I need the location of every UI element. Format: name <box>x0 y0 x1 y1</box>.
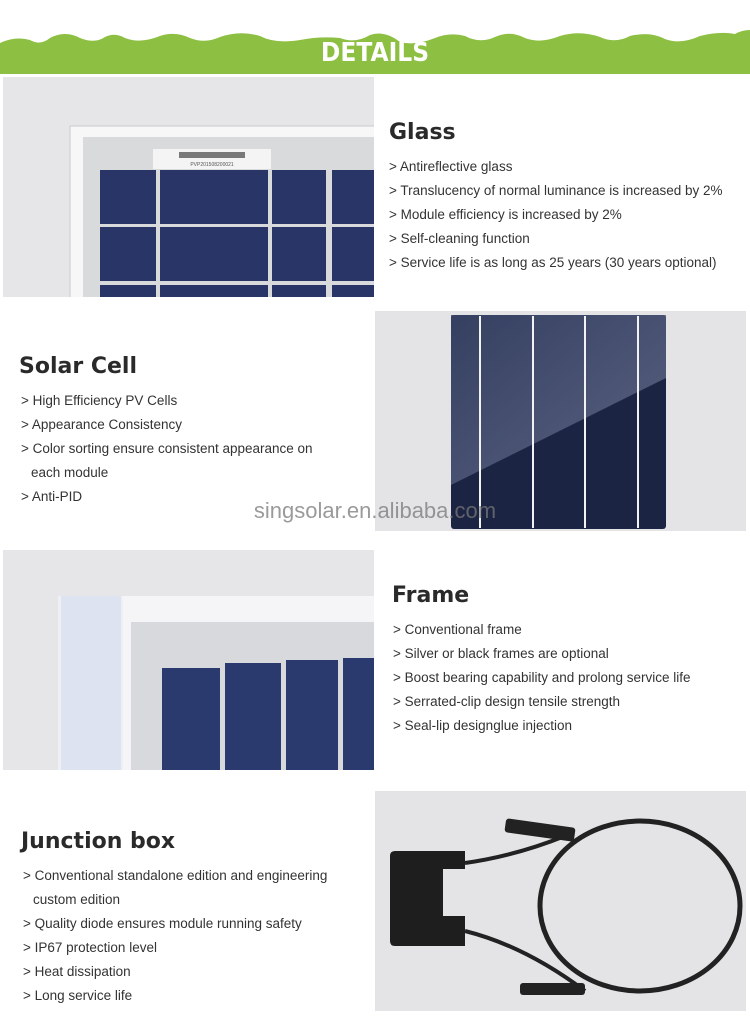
feature-item: > Anti-PID <box>21 489 83 504</box>
feature-item: > Color sorting ensure consistent appearance on <box>21 441 313 456</box>
feature-item: > Serrated-clip design tensile strength <box>393 694 621 709</box>
feature-item: > Translucency of normal luminance is increased by 2% <box>389 183 723 198</box>
feature-item: > IP67 protection level <box>23 940 157 955</box>
banner-title: DETAILS <box>320 38 430 68</box>
junction-box-heading: Junction box <box>21 829 176 854</box>
solar-cell-heading: Solar Cell <box>19 354 138 379</box>
solar-cell-features <box>21 389 313 509</box>
feature-item: > Service life is as long as 25 years (30 years optional) <box>389 255 717 270</box>
feature-item: > Seal-lip designglue injection <box>393 718 572 733</box>
feature-item: > High Efficiency PV Cells <box>21 393 178 408</box>
feature-item: > Appearance Consistency <box>21 417 182 432</box>
feature-item: > Heat dissipation <box>23 964 131 979</box>
feature-item: > Module efficiency is increased by 2% <box>389 207 622 222</box>
junction-box-features <box>23 864 327 1008</box>
frame-features <box>393 618 691 738</box>
feature-item: > Conventional standalone edition and engineering <box>23 868 328 883</box>
feature-item: > Long service life <box>23 988 133 1003</box>
feature-item: > Boost bearing capability and prolong service life <box>393 670 691 685</box>
barcode-label: PVP201508200021 <box>190 162 234 168</box>
solar-panel-corner-illustration <box>3 77 374 297</box>
feature-item-continuation: each module <box>31 465 109 480</box>
feature-item: > Self-cleaning function <box>389 231 530 246</box>
frame-heading: Frame <box>392 583 470 608</box>
glass-heading: Glass <box>389 120 456 145</box>
feature-item: > Antireflective glass <box>389 159 513 174</box>
frame-illustration <box>3 550 374 770</box>
feature-item-continuation: custom edition <box>33 892 121 907</box>
frame-image <box>3 550 374 770</box>
barcode <box>179 152 245 158</box>
glass-image <box>3 77 374 297</box>
glass-features <box>389 155 723 275</box>
watermark: singsolar.en.alibaba.com <box>253 498 497 523</box>
feature-item: > Conventional frame <box>393 622 522 637</box>
feature-item: > Silver or black frames are optional <box>393 646 609 661</box>
feature-item: > Quality diode ensures module running safety <box>23 916 302 931</box>
junction-box-image <box>375 791 746 1011</box>
junction-box-illustration <box>375 791 746 1011</box>
